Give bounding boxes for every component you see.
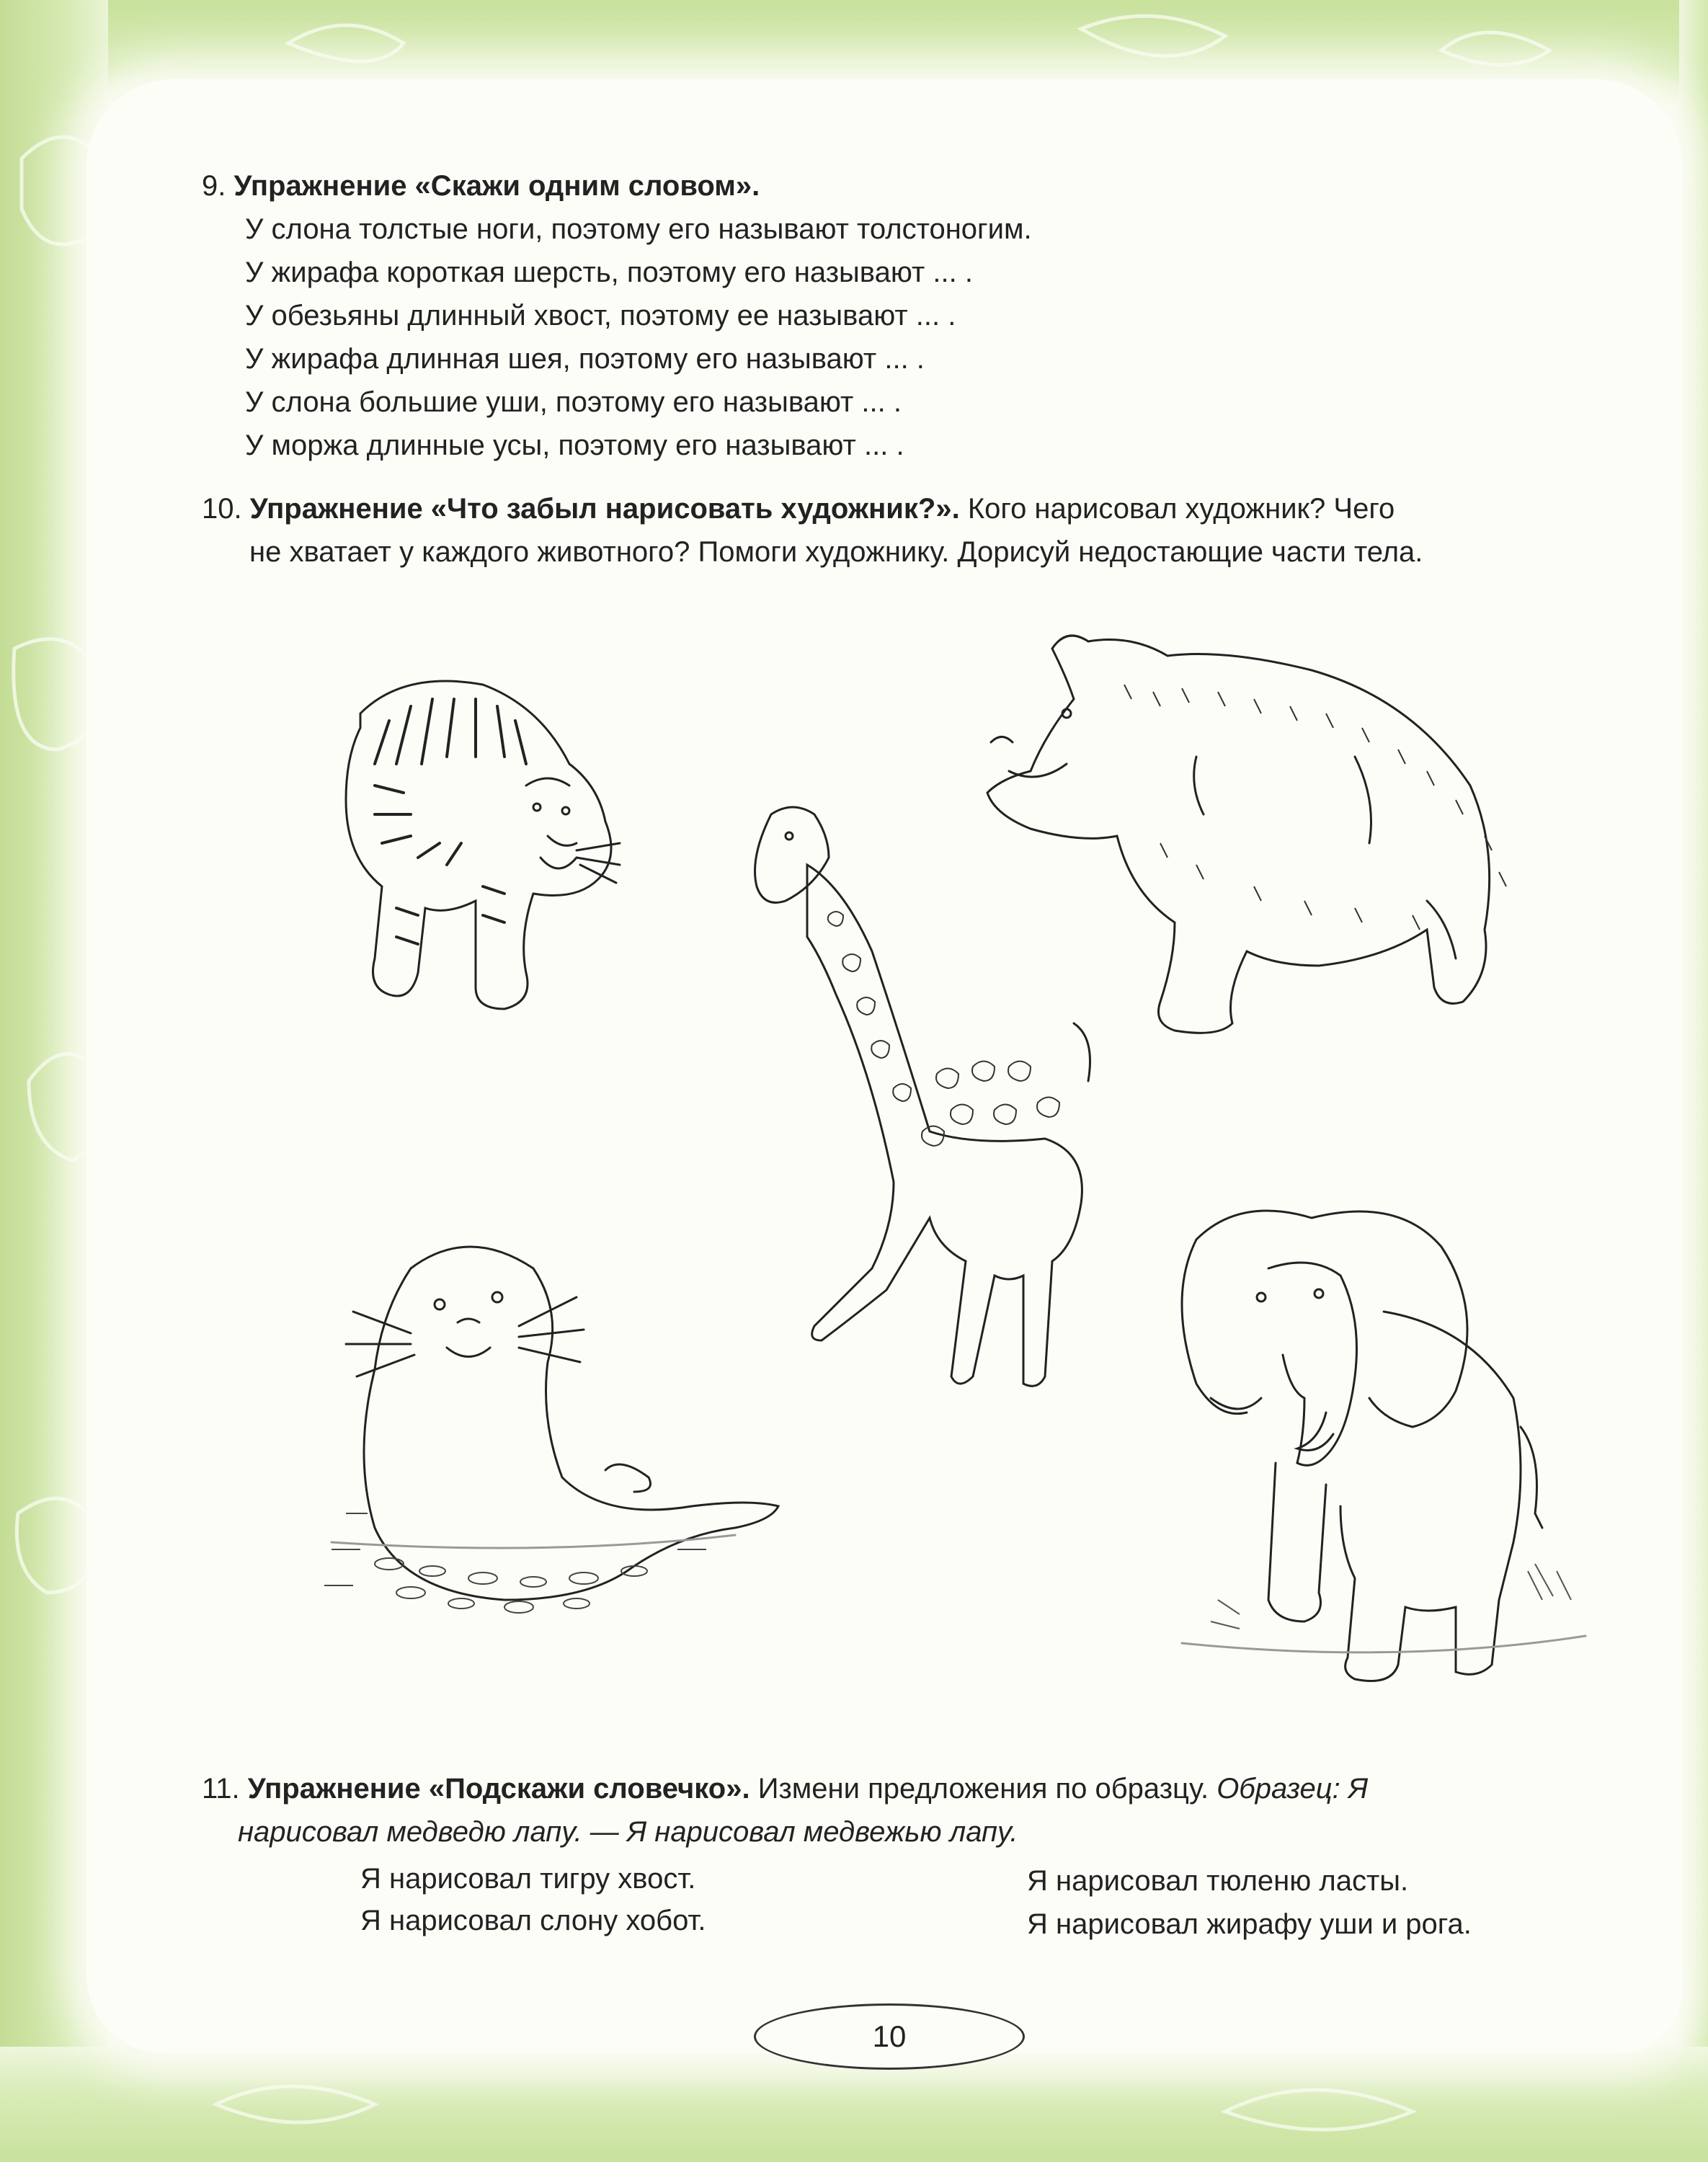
sentence-item: Я нарисовал слону хобот. [360,1905,706,1936]
exercise-9 [202,164,1032,467]
page-number: 10 [754,2003,1025,2070]
sample-text: Образец: Я [1216,1773,1369,1805]
exercise-line: У слона толстые ноги, поэтому его называют толстоногим. [245,213,1032,245]
exercise-title: Упражнение «Скажи одним словом». [233,170,760,202]
tiger-illustration [332,670,649,1052]
elephant-illustration [1153,1196,1600,1686]
exercise-text: Кого нарисовал художник? Чего [967,493,1395,525]
exercise-line: У обезьяны длинный хвост, поэтому ее называют ... . [245,300,956,332]
exercise-10 [202,487,1614,574]
exercise-title: Упражнение «Что забыл нарисовать художник?». [249,493,960,525]
exercise-11 [202,1767,1614,1854]
seal-illustration [303,1225,850,1686]
sentence-item: Я нарисовал тюленю ласты. [1027,1865,1409,1897]
exercise-line: У моржа длинные усы, поэтому его называют ... . [245,430,904,461]
exercise-number: 9. [202,170,226,202]
exercise-text: не хватает у каждого животного? Помоги художнику. Дорисуй недостающие части тела. [249,536,1423,568]
sentence-item: Я нарисовал тигру хвост. [360,1863,696,1895]
sentence-item: Я нарисовал жирафу уши и рога. [1027,1908,1472,1940]
exercise-line: У слона большие уши, поэтому его называют ... . [245,386,902,418]
exercise-line: У жирафа короткая шерсть, поэтому его называют ... . [245,257,973,288]
exercise-line: У жирафа длинная шея, поэтому его называют ... . [245,343,925,375]
sample-text: нарисовал медведю лапу. — Я нарисовал медвежью лапу. [238,1816,1018,1848]
exercise-text: Измени предложения по образцу. [757,1773,1209,1805]
exercise-number: 11. [202,1773,240,1805]
exercise-title: Упражнение «Подскажи словечко». [247,1773,750,1805]
exercise-number: 10. [202,493,242,525]
